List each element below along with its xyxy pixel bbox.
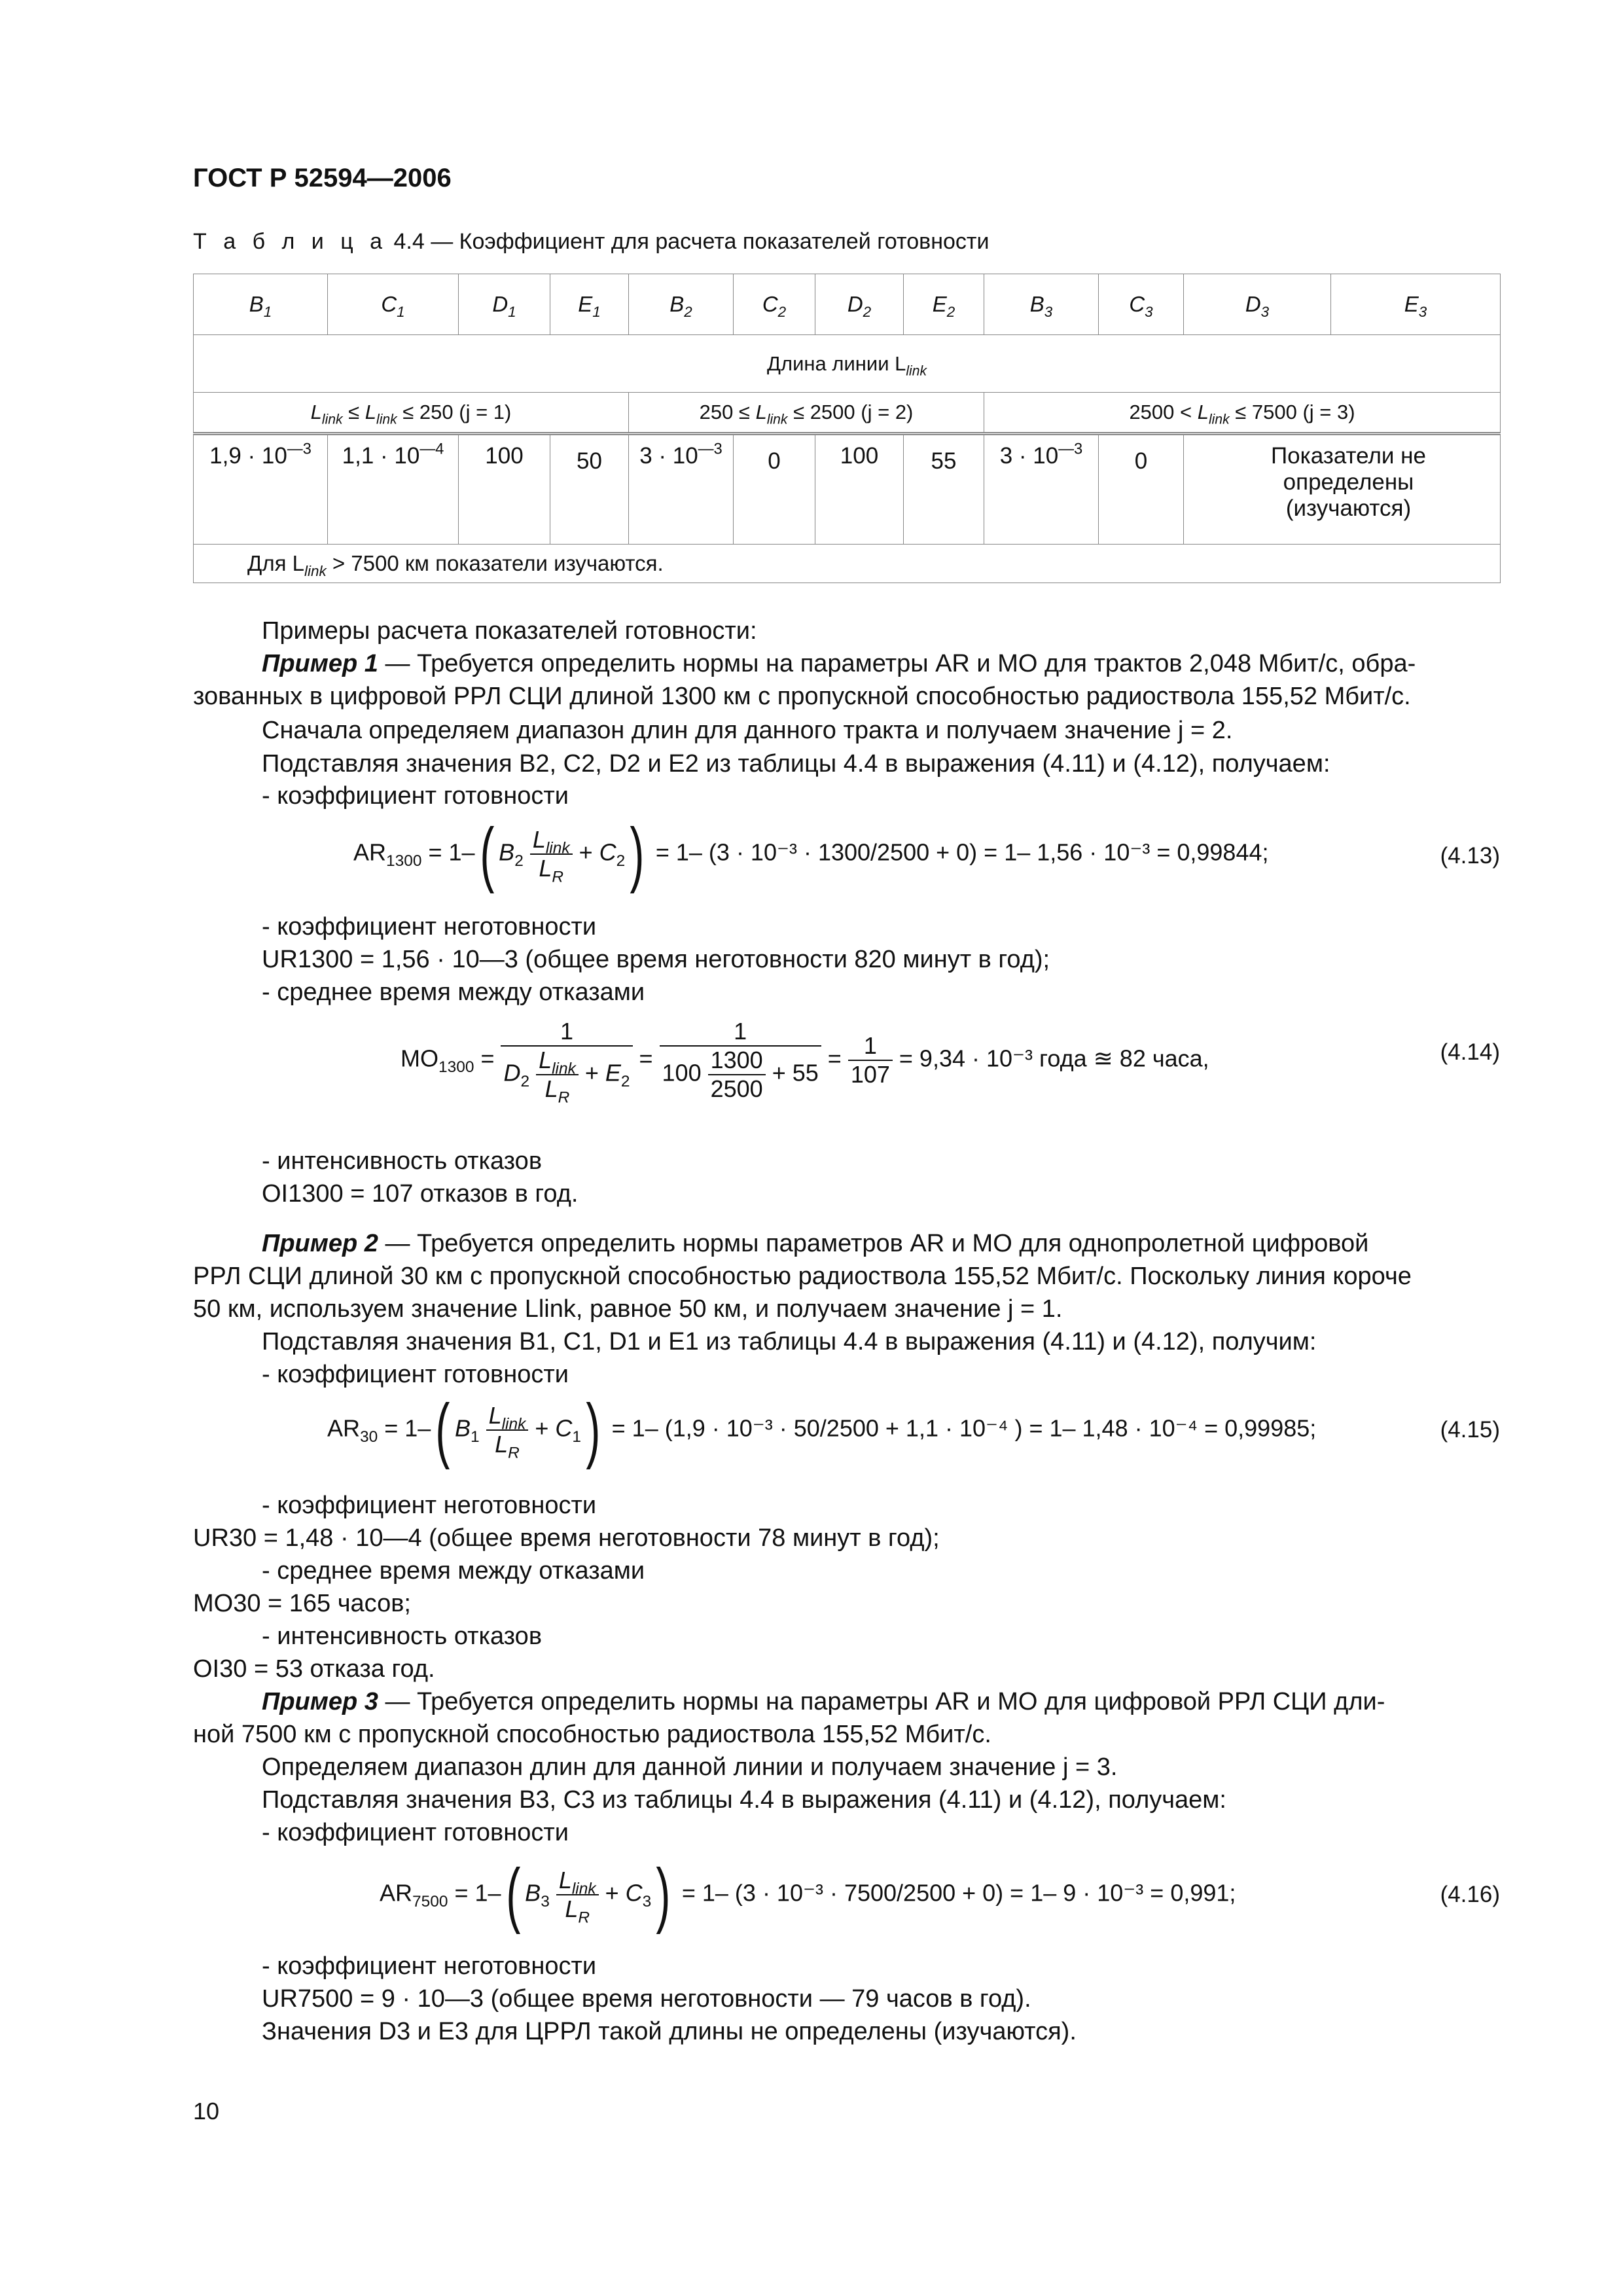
intro: Примеры расчета показателей готовности: (262, 617, 757, 645)
mo30: MO30 = 165 часов; (193, 1590, 411, 1617)
equation-4-15: $AR_{30} = 1-$( $B_1$ $\frac{L_{link}}{L_R}$ + $C_1) = 1-$ (1,9 · 10⁻³ · 50/2500 + 1,1 · 10⁻⁴ ) = 1– 1,48 · 10⁻⁴ = 0,99985; (327, 1390, 1317, 1470)
oi1300: OI1300 = 107 отказов в год. (262, 1180, 579, 1208)
length-row: Длина линии $L_{link}$ (194, 335, 1501, 393)
ready-label-1: - коэффициент готовности (262, 782, 569, 810)
ex3-line3: Определяем диапазон длин для данной линии и получаем значение j = 3. (262, 1753, 1118, 1781)
equation-4-14: $MO_{1300}$ = 1 $D_2$ $\frac{L_{link}}{L_R}$ + $E_2$ = 1 100 $\frac{1300}{2500}$ + 55 = $\frac{1}{107}$ = 9,34 · 10⁻³ года ≊ 82 часа, (401, 1018, 1209, 1107)
oi30: OI30 = 53 отказа год. (193, 1655, 435, 1683)
equation-4-13: $AR_{1300} = 1-$( $B_2$ $\frac{L_{link}}{L_R}$ + $C_2) = 1-$ (3 · 10⁻³ · 1300/2500 + 0) = 1– 1,56 · 10⁻³ = 0,99844; (353, 814, 1269, 894)
intensity-label-1: - интенсивность отказов (262, 1147, 543, 1175)
table-header-row: $B_1$ $C_1$ $D_1$ $E_1$ $B_2$ $C_2$ $D_2$ $E_2$ $B_3$ $C_3$ $D_3$ $E_3$ (194, 274, 1501, 335)
ur30: UR30 = 1,48 · 10—4 (общее время неготовности 78 минут в год); (193, 1524, 940, 1552)
ex3-line4: Подставляя значения B3, C3 из таблицы 4.4 в выражения (4.11) и (4.12), получаем: (262, 1786, 1226, 1814)
ready-label-2: - коэффициент готовности (262, 1361, 569, 1388)
unready-label-1: - коэффициент неготовности (262, 913, 597, 941)
availability-coefficients-table (193, 274, 1501, 583)
ready-label-3: - коэффициент готовности (262, 1819, 569, 1846)
example-3: Пример 3 — Требуется определить нормы на параметры AR и MO для цифровой РРЛ СЦИ дли- (262, 1688, 1385, 1715)
mtbf-label-1: - среднее время между отказами (262, 978, 645, 1006)
table-note-row: Для $L_{link} > 7500$ км показатели изучаются. (194, 545, 1501, 583)
unready-label-2: - коэффициент неготовности (262, 1492, 597, 1519)
ex1-line4: Подставляя значения B2, C2, D2 и E2 из таблицы 4.4 в выражения (4.11) и (4.12), получаем: (262, 750, 1330, 778)
ex1-line3: Сначала определяем диапазон длин для данного тракта и получаем значение j = 2. (262, 717, 1233, 744)
ur1300: UR1300 = 1,56 · 10—3 (общее время неготовности 820 минут в год); (262, 946, 1050, 973)
document-header: ГОСТ Р 52594—2006 (193, 164, 452, 192)
ex2-text2: РРЛ СЦИ длиной 30 км с пропускной способностью радиоствола 155,52 Мбит/с. Поскольку линия короче (193, 1263, 1412, 1290)
range-row: $L_{link} \le L_{link} \le 250$ (j = 1) $250 \le L_{link} \le 2500$ (j = 2) $2500 < L_{link} \le 7500$ (j = 3) (194, 393, 1501, 434)
mtbf-label-2: - среднее время между отказами (262, 1557, 645, 1585)
ex2-line4: Подставляя значения B1, C1, D1 и E1 из таблицы 4.4 в выражения (4.11) и (4.12), получим: (262, 1328, 1317, 1355)
eq-number-4-14: (4.14) (1440, 1039, 1500, 1065)
table-caption: Т а б л и ц а 4.4 — Коэффициент для расчета показателей готовности (193, 229, 990, 254)
equation-4-16: $AR_{7500} = 1-$( $B_3$ $\frac{L_{link}}{L_R}$ + $C_3) = 1-$ (3 · 10⁻³ · 7500/2500 + 0) = 1– 9 · 10⁻³ = 0,991; (380, 1854, 1236, 1935)
example-1: Пример 1 — Требуется определить нормы на параметры AR и MO для трактов 2,048 Мбит/с, обра- (262, 650, 1416, 677)
last-line: Значения D3 и E3 для ЦРРЛ такой длины не определены (изучаются). (262, 2018, 1077, 2045)
eq-number-4-13: (4.13) (1440, 843, 1500, 869)
ex1-text2: зованных в цифровой РРЛ СЦИ длиной 1300 км с пропускной способностью радиоствола 155,52 Мбит/с. (193, 683, 1411, 710)
unready-label-3: - коэффициент неготовности (262, 1952, 597, 1980)
intensity-label-2: - интенсивность отказов (262, 1623, 543, 1650)
page-number: 10 (193, 2098, 220, 2125)
example-2: Пример 2 — Требуется определить нормы параметров AR и MO для однопролетной цифровой (262, 1230, 1369, 1257)
eq-number-4-16: (4.16) (1440, 1882, 1500, 1907)
ex3-text2: ной 7500 км с пропускной способностью радиоствола 155,52 Мбит/с. (193, 1721, 991, 1748)
ur7500: UR7500 = 9 · 10—3 (общее время неготовности — 79 часов в год). (262, 1985, 1031, 2013)
ex2-text3: 50 км, используем значение Llink, равное 50 км, и получаем значение j = 1. (193, 1295, 1063, 1323)
values-row: $1,9 \cdot 10^{—3}$ $1,1 \cdot 10^{—4}$ 100 50 $3 \cdot 10^{—3}$ 0 100 55 $3 \cdot 10^{—3}$ 0 Показатели не определены (изучаются) (194, 434, 1501, 545)
eq-number-4-15: (4.15) (1440, 1417, 1500, 1443)
